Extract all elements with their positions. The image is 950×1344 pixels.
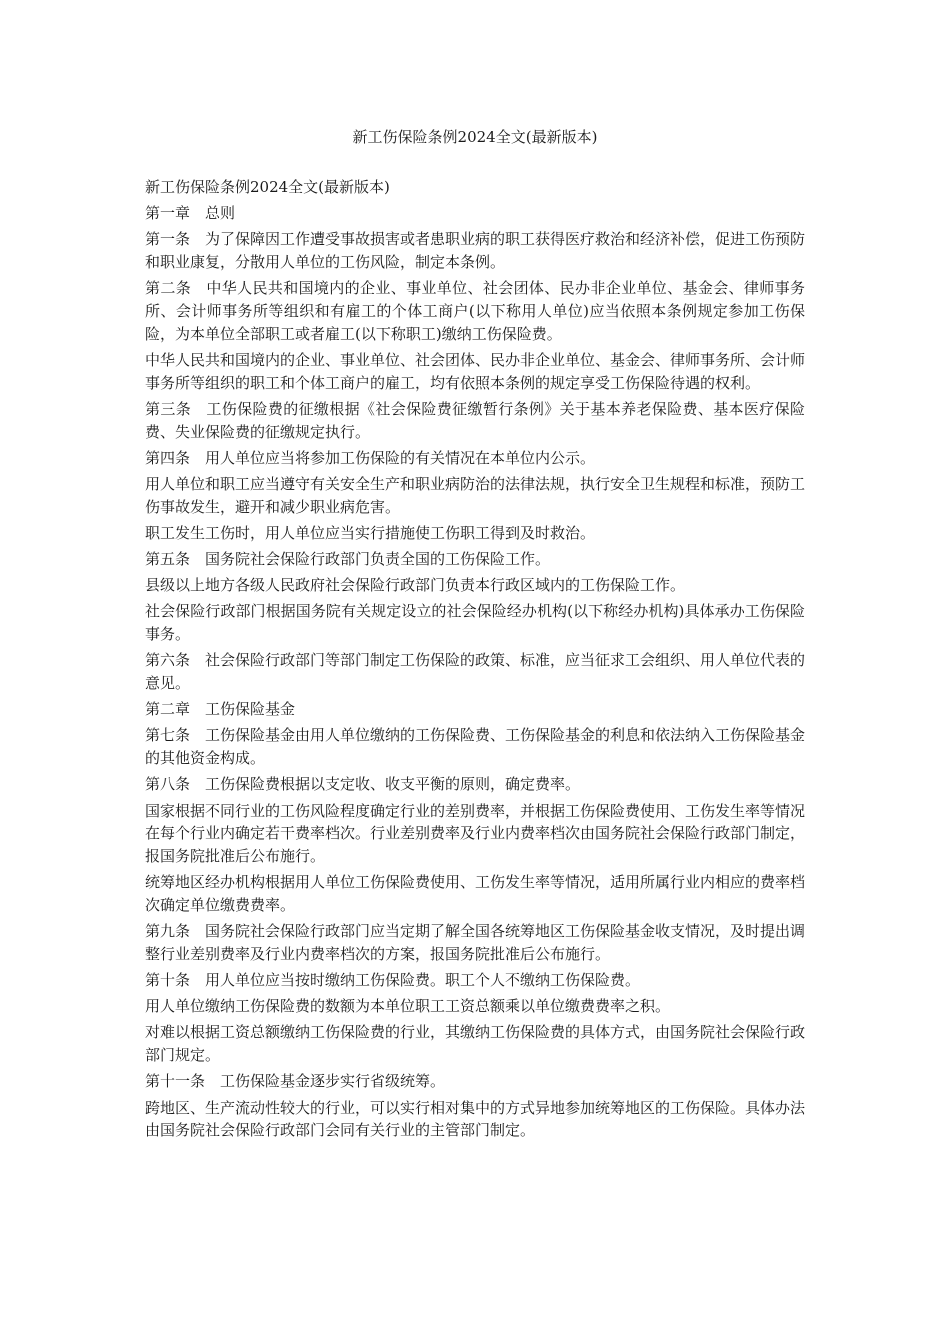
document-paragraph: 用人单位缴纳工伤保险费的数额为本单位职工工资总额乘以单位缴费费率之积。	[145, 997, 671, 1016]
document-paragraph: 用人单位和职工应当遵守有关安全生产和职业病防治的法律法规，执行安全卫生规程和标准，预防工伤事故发生，避开和减少职业病危害。	[145, 474, 806, 516]
document-paragraph: 第八条 工伤保险费根据以支定收、收支平衡的原则，确定费率。	[145, 775, 581, 794]
document-paragraph: 职工发生工伤时，用人单位应当实行措施使工伤职工得到及时救治。	[145, 523, 596, 542]
document-paragraph: 国家根据不同行业的工伤风险程度确定行业的差别费率，并根据工伤保险费使用、工伤发生率等情况在每个行业内确定若干费率档次。行业差别费率及行业内费率档次由国务院社会保险行政部门制定，报国务院批准后公布施行。	[145, 801, 806, 865]
document-paragraph: 第三条 工伤保险费的征缴根据《社会保险费征缴暂行条例》关于基本养老保险费、基本医疗保险费、失业保险费的征缴规定执行。	[145, 399, 805, 441]
document-paragraph: 第六条 社会保险行政部门等部门制定工伤保险的政策、标准，应当征求工会组织、用人单位代表的意见。	[145, 651, 806, 693]
document-paragraph: 第二条 中华人民共和国境内的企业、事业单位、社会团体、民办非企业单位、基金会、律师事务所、会计师事务所等组织和有雇工的个体工商户(以下称用人单位)应当依照本条例规定参加工伤保险，为本单位全部职工或者雇工(以下称职工)缴纳工伤保险费。	[145, 279, 805, 343]
document-paragraph: 第十条 用人单位应当按时缴纳工伤保险费。职工个人不缴纳工伤保险费。	[145, 971, 641, 989]
document-paragraph: 第二章 工伤保险基金	[145, 700, 296, 719]
document-paragraph: 第一条 为了保障因工作遭受事故损害或者患职业病的职工获得医疗救治和经济补偿，促进工伤预防和职业康复，分散用人单位的工伤风险，制定本条例。	[145, 230, 806, 272]
document-paragraph: 县级以上地方各级人民政府社会保险行政部门负责本行政区域内的工伤保险工作。	[145, 576, 686, 595]
document-paragraph: 第四条 用人单位应当将参加工伤保险的有关情况在本单位内公示。	[145, 448, 596, 467]
document-paragraph: 对难以根据工资总额缴纳工伤保险费的行业，其缴纳工伤保险费的具体方式，由国务院社会保险行政部门规定。	[145, 1023, 806, 1065]
document-paragraph: 第九条 国务院社会保险行政部门应当定期了解全国各统筹地区工伤保险基金收支情况，及时提出调整行业差别费率及行业内费率档次的方案，报国务院批准后公布施行。	[145, 922, 806, 963]
document-title: 新工伤保险条例2024全文(最新版本)	[352, 128, 598, 146]
document-paragraph: 中华人民共和国境内的企业、事业单位、社会团体、民办非企业单位、基金会、律师事务所、会计师事务所等组织的职工和个体工商户的雇工，均有依照本条例的规定享受工伤保险待遇的权利。	[145, 350, 806, 392]
document-paragraph: 跨地区、生产流动性较大的行业，可以实行相对集中的方式异地参加统筹地区的工伤保险。具体办法由国务院社会保险行政部门会同有关行业的主管部门制定。	[145, 1098, 806, 1140]
document-paragraph: 新工伤保险条例2024全文(最新版本)	[145, 178, 390, 196]
document-paragraph: 第七条 工伤保险基金由用人单位缴纳的工伤保险费、工伤保险基金的利息和依法纳入工伤保险基金的其他资金构成。	[145, 726, 806, 768]
document-paragraph: 社会保险行政部门根据国务院有关规定设立的社会保险经办机构(以下称经办机构)具体承办工伤保险事务。	[145, 602, 805, 644]
document-paragraph: 第五条 国务院社会保险行政部门负责全国的工伤保险工作。	[145, 550, 551, 569]
document-paragraph: 统筹地区经办机构根据用人单位工伤保险费使用、工伤发生率等情况，适用所属行业内相应的费率档次确定单位缴费费率。	[145, 873, 806, 914]
document-paragraph: 第一章 总则	[145, 204, 236, 223]
document-body	[145, 176, 805, 1145]
document-paragraph: 第十一条 工伤保险基金逐步实行省级统筹。	[145, 1072, 446, 1091]
